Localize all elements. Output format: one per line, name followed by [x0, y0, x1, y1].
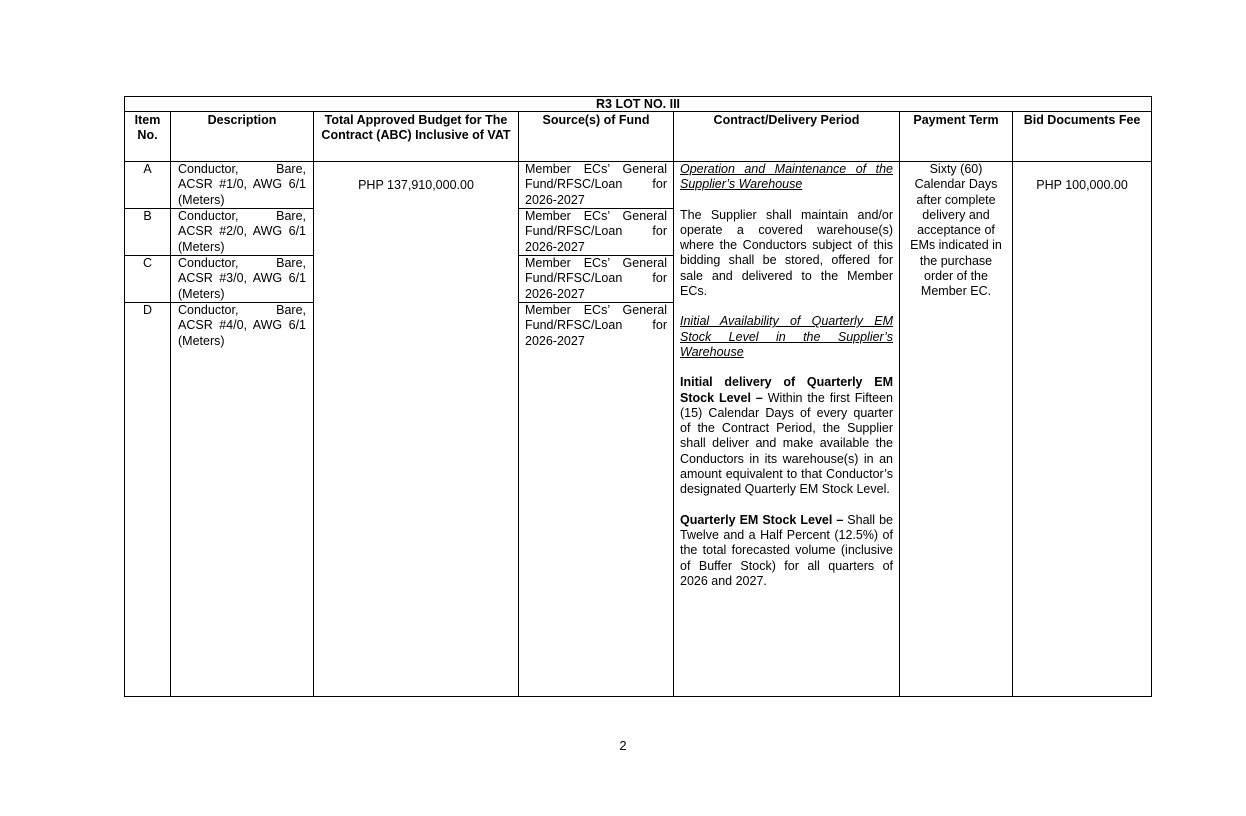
header-fee: Bid Documents Fee: [1013, 112, 1152, 162]
header-description: Description: [171, 112, 314, 162]
stock-level-text: Shall be Twelve and a Half Percent (12.5%) of the total forecasted volume (inclusive of Buffer Stock) for all quarters of 2026 and 2027.: [680, 512, 893, 588]
lot-table: [124, 96, 1152, 697]
page-number: 2: [619, 738, 627, 753]
item-no-column: [125, 162, 171, 697]
item-no: B: [125, 209, 170, 256]
item-description: Conductor, Bare, ACSR #2/0, AWG 6/1 (Meters): [171, 209, 313, 256]
lot-title: R3 LOT NO. III: [125, 97, 1152, 112]
period-heading-availability: Initial Availability of Quarterly EM Stock Level in the Supplier’s Warehouse: [680, 314, 893, 359]
header-fund: Source(s) of Fund: [519, 112, 674, 162]
abc-value: PHP 137,910,000.00: [314, 162, 519, 697]
period-paragraph-warehouse: The Supplier shall maintain and/or operate a covered warehouse(s) where the Conductors subject of this bidding shall be stored, offered for sale and delivered to the Member ECs.: [680, 207, 893, 299]
header-abc: Total Approved Budget for The Contract (ABC) Inclusive of VAT: [314, 112, 519, 162]
fund-source: Member ECs’ General Fund/RFSC/Loan for 2026-2027: [519, 303, 673, 350]
item-description: Conductor, Bare, ACSR #4/0, AWG 6/1 (Meters): [171, 303, 313, 350]
fund-source: Member ECs’ General Fund/RFSC/Loan for 2026-2027: [519, 256, 673, 303]
payment-term: Sixty (60) Calendar Days after complete delivery and acceptance of EMs indicated in the purchase order of the Member EC.: [900, 162, 1013, 697]
item-no: A: [143, 162, 152, 176]
description-column: [171, 162, 314, 697]
period-paragraph-initial-delivery: [680, 375, 893, 497]
stock-level-label: Quarterly EM Stock Level –: [680, 512, 844, 527]
header-period: Contract/Delivery Period: [674, 112, 900, 162]
period-paragraph-stock-level: [680, 513, 893, 589]
item-no: D: [125, 303, 170, 350]
bid-documents-fee: PHP 100,000.00: [1013, 162, 1152, 697]
initial-delivery-text: Within the first Fifteen (15) Calendar Days of every quarter of the Contract Period, the Supplier shall deliver and make available the Conductors in its warehouse(s) in an amount equivalent to that Conductor’s designated Quarterly EM Stock Level.: [680, 390, 893, 497]
item-description: Conductor, Bare, ACSR #3/0, AWG 6/1 (Meters): [171, 256, 313, 303]
initial-delivery-label: Initial delivery of Quarterly EM Stock Level –: [680, 375, 893, 405]
fund-column: [519, 162, 674, 697]
fund-source: Member ECs’ General Fund/RFSC/Loan for 2026-2027: [519, 209, 673, 256]
header-item-no: Item No.: [125, 112, 171, 162]
period-heading-warehouse: Operation and Maintenance of the Supplier’s Warehouse: [680, 162, 893, 192]
delivery-period: [674, 162, 900, 697]
fund-source: Member ECs’ General Fund/RFSC/Loan for 2026-2027: [525, 162, 667, 207]
item-description: Conductor, Bare, ACSR #1/0, AWG 6/1 (Meters): [178, 162, 306, 207]
header-payment: Payment Term: [900, 112, 1013, 162]
item-no: C: [125, 256, 170, 303]
